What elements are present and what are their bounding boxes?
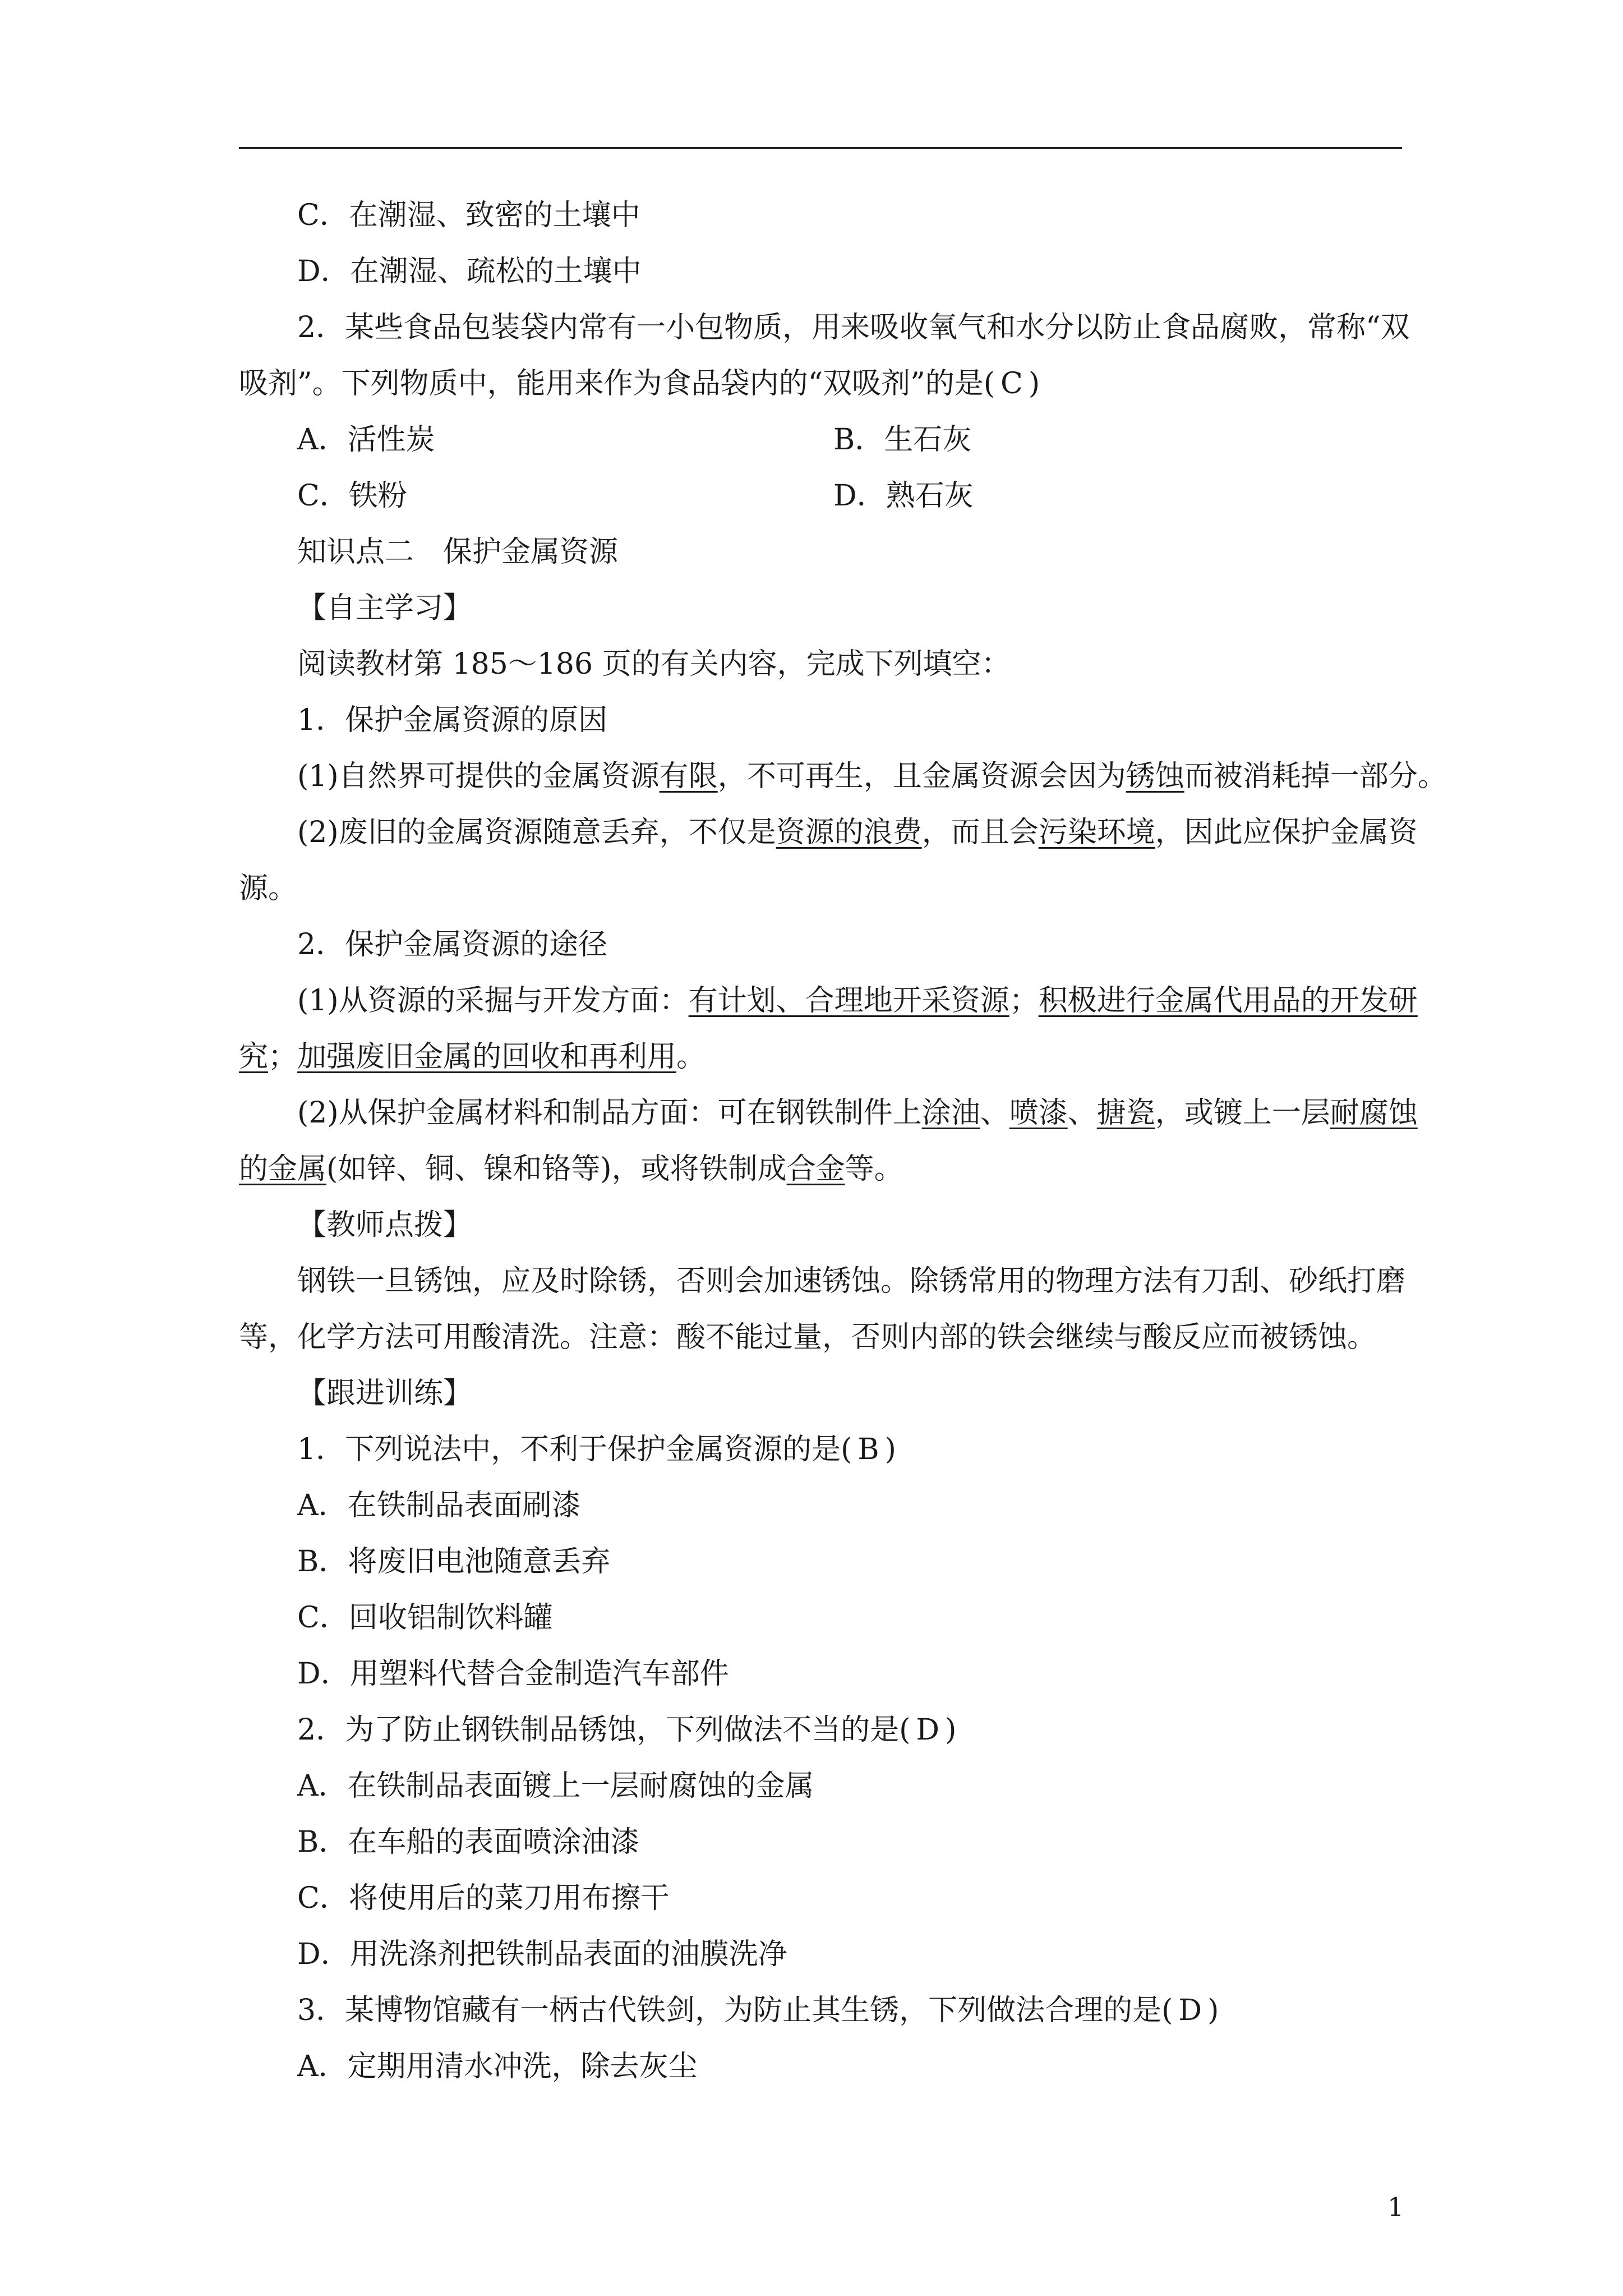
- q1-option-c: C．回收铝制饮料罐: [297, 1601, 553, 1635]
- options-c-d: C．铁粉 D．熟石灰: [297, 479, 974, 513]
- fill-blank: 耐腐蚀: [1330, 1096, 1418, 1130]
- answer-letter: B: [857, 1433, 879, 1466]
- practice-heading: 【跟进训练】: [297, 1377, 473, 1410]
- way-1-line-1: (1)从资源的采掘与开发方面：有计划、合理地开采资源；积极进行金属代用品的开发研: [297, 984, 1418, 1018]
- self-study-heading: 【自主学习】: [297, 591, 473, 625]
- question-2-line-1: 2．某些食品包装袋内常有一小包物质，用来吸收氧气和水分以防止食品腐败，常称“双: [297, 311, 1410, 344]
- q2-option-a: A．在铁制品表面镀上一层耐腐蚀的金属: [297, 1769, 814, 1803]
- fill-blank: 污染环境: [1038, 816, 1155, 849]
- fill-blank: 有限: [659, 760, 718, 793]
- fill-blank: 锈蚀: [1126, 760, 1184, 793]
- option-d-soil: D．在潮湿、疏松的土壤中: [297, 255, 642, 288]
- fill-blank: 喷漆: [1009, 1096, 1068, 1130]
- options-a-b: A．活性炭 B．生石灰: [297, 423, 972, 457]
- way-2-line-2: 的金属(如锌、铜、镍和铬等)，或将铁制成合金等。: [239, 1152, 903, 1186]
- answer-letter: D: [916, 1713, 940, 1747]
- fill-blank: 的金属: [239, 1152, 327, 1186]
- reading-instruction: 阅读教材第 185～186 页的有关内容，完成下列填空：: [297, 647, 1011, 681]
- q2-option-c: C．将使用后的菜刀用布擦干: [297, 1881, 670, 1915]
- practice-question-2: 2．为了防止钢铁制品锈蚀，下列做法不当的是( D ): [297, 1713, 957, 1747]
- practice-question-1: 1．下列说法中，不利于保护金属资源的是( B ): [297, 1433, 896, 1466]
- q1-option-b: B．将废旧电池随意丢弃: [297, 1545, 611, 1579]
- fill-blank: 积极进行金属代用品的开发研: [1038, 984, 1418, 1018]
- page-number: 1: [1387, 2192, 1404, 2222]
- subheading-ways: 2．保护金属资源的途径: [297, 928, 608, 961]
- fill-blank: 究: [239, 1040, 269, 1074]
- q3-option-a: A．定期用清水冲洗，除去灰尘: [297, 2050, 698, 2083]
- header-rule: [239, 147, 1402, 149]
- reason-2-line-1: (2)废旧的金属资源随意丢弃，不仅是资源的浪费，而且会污染环境，因此应保护金属资: [297, 816, 1418, 849]
- fill-blank: 加强废旧金属的回收和再利用: [297, 1040, 677, 1074]
- answer-letter: C: [1000, 367, 1023, 401]
- question-2-line-2: 吸剂”。下列物质中，能用来作为食品袋内的“双吸剂”的是( C ): [239, 367, 1040, 401]
- reason-2-line-2: 源。: [239, 872, 298, 905]
- fill-blank: 有计划、合理地开采资源: [688, 984, 1009, 1018]
- subheading-reasons: 1．保护金属资源的原因: [297, 703, 608, 737]
- fill-blank: 合金: [786, 1152, 845, 1186]
- answer-letter: D: [1178, 1994, 1202, 2027]
- q2-option-b: B．在车船的表面喷涂油漆: [297, 1825, 640, 1859]
- reason-1: (1)自然界可提供的金属资源有限，不可再生，且金属资源会因为锈蚀而被消耗掉一部分。: [297, 760, 1447, 793]
- q1-option-d: D．用塑料代替合金制造汽车部件: [297, 1657, 729, 1691]
- practice-question-3: 3．某博物馆藏有一柄古代铁剑，为防止其生锈，下列做法合理的是( D ): [297, 1994, 1219, 2027]
- fill-blank: 资源的浪费: [776, 816, 922, 849]
- teacher-tips-line-1: 钢铁一旦锈蚀，应及时除锈，否则会加速锈蚀。除锈常用的物理方法有刀刮、砂纸打磨: [297, 1264, 1406, 1298]
- section-heading: 知识点二 保护金属资源: [297, 535, 619, 569]
- q1-option-a: A．在铁制品表面刷漆: [297, 1489, 581, 1522]
- teacher-tips-line-2: 等，化学方法可用酸清洗。注意：酸不能过量，否则内部的铁会继续与酸反应而被锈蚀。: [239, 1320, 1377, 1354]
- option-c-soil: C．在潮湿、致密的土壤中: [297, 199, 640, 232]
- fill-blank: 涂油: [921, 1096, 980, 1130]
- fill-blank: 搪瓷: [1096, 1096, 1155, 1130]
- teacher-tips-heading: 【教师点拨】: [297, 1208, 473, 1242]
- q2-option-d: D．用洗涤剂把铁制品表面的油膜洗净: [297, 1938, 787, 1971]
- way-1-line-2: 究；加强废旧金属的回收和再利用。: [239, 1040, 706, 1074]
- way-2-line-1: (2)从保护金属材料和制品方面：可在钢铁制件上涂油、喷漆、搪瓷，或镀上一层耐腐蚀: [297, 1096, 1418, 1130]
